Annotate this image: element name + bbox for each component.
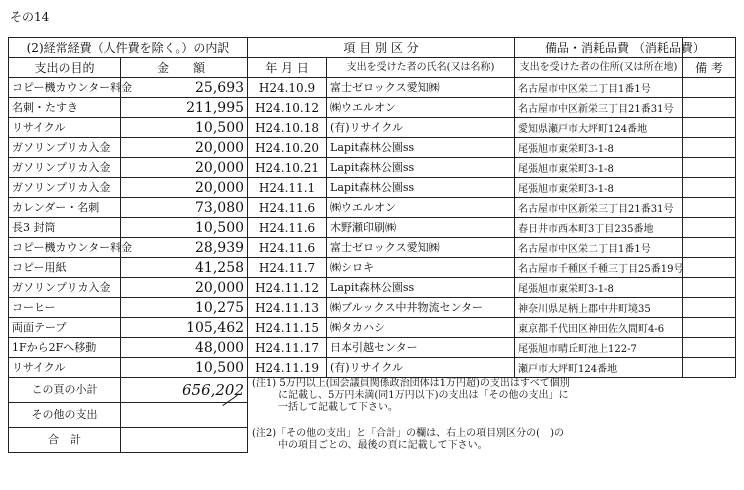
row-purpose: コーヒー (9, 298, 121, 318)
col-amount: 金 額 (121, 58, 248, 78)
row-purpose: リサイクル (9, 358, 121, 378)
row-address: 東京都千代田区神田佐久間町4-6 (515, 318, 683, 338)
total-label: 合 計 (9, 427, 121, 452)
row-payee: ㈱タカハシ (327, 318, 515, 338)
col-payee-name: 支出を受けた者の氏名(又は名称) (327, 58, 515, 78)
row-date: H24.11.6 (248, 238, 327, 258)
note1-line2: に記載し、5万円未満(同1万円以下)の支出は「その他の支出」に (278, 390, 569, 401)
row-date: H24.11.13 (248, 298, 327, 318)
row-date: H24.10.20 (248, 138, 327, 158)
row-amount: 20,000 (121, 138, 248, 158)
row-address: 愛知県瀬戸市大坪町124番地 (515, 118, 683, 138)
row-address: 尾張旭市晴丘町池上122-7 (515, 338, 683, 358)
table-row (9, 338, 736, 358)
col-date: 年 月 日 (248, 58, 327, 78)
row-payee: ㈱シロキ (327, 258, 515, 278)
row-remarks (683, 278, 736, 298)
row-date: H24.11.1 (248, 178, 327, 198)
row-address: 名古屋市中区新栄三丁目21番31号 (515, 98, 683, 118)
row-address: 神奈川県足柄上郡中井町境35 (515, 298, 683, 318)
table-row (9, 358, 736, 378)
col-purpose: 支出の目的 (9, 58, 121, 78)
expense-table (8, 37, 736, 453)
row-address: 尾張旭市東栄町3-1-8 (515, 158, 683, 178)
row-payee: (有)リサイクル (327, 358, 515, 378)
row-date: H24.11.19 (248, 358, 327, 378)
row-address: 尾張旭市東栄町3-1-8 (515, 138, 683, 158)
row-purpose: 1Fから2Fへ移動 (9, 338, 121, 358)
table-row (9, 298, 736, 318)
table-row (9, 258, 736, 278)
note1-line1: (注1) 5万円以上(国会議員関係政治団体は1万円超)の支出はすべて個別 (252, 378, 570, 389)
row-remarks (683, 238, 736, 258)
row-address: 名古屋市中区新栄三丁目21番31号 (515, 198, 683, 218)
table-row (9, 118, 736, 138)
row-purpose: リサイクル (9, 118, 121, 138)
note1-line3: 一括して記載して下さい。 (278, 402, 399, 413)
row-amount: 10,500 (121, 218, 248, 238)
row-payee: ㈱ブルックス中井物流センター (327, 298, 515, 318)
row-amount: 105,462 (121, 318, 248, 338)
row-payee: ㈱ウエルオン (327, 198, 515, 218)
row-payee: Lapit森林公園ss (327, 158, 515, 178)
row-date: H24.11.7 (248, 258, 327, 278)
row-payee: 日本引越センター (327, 338, 515, 358)
row-remarks (683, 298, 736, 318)
row-address: 名古屋市中区栄二丁目1番1号 (515, 238, 683, 258)
row-amount: 41,258 (121, 258, 248, 278)
row-amount: 211,995 (121, 98, 248, 118)
category-value: 備品・消耗品費 （消耗品費） (515, 38, 683, 58)
row-date: H24.11.6 (248, 198, 327, 218)
row-address: 尾張旭市東栄町3-1-8 (515, 278, 683, 298)
row-payee: (有)リサイクル (327, 118, 515, 138)
subtotal-value (121, 378, 248, 403)
row-amount: 20,000 (121, 178, 248, 198)
page-label: その14 (10, 10, 50, 24)
row-payee: 富士ゼロックス愛知㈱ (327, 238, 515, 258)
row-purpose: 両面テープ (9, 318, 121, 338)
row-amount: 20,000 (121, 278, 248, 298)
table-row (9, 238, 736, 258)
row-amount: 28,939 (121, 238, 248, 258)
row-amount: 73,080 (121, 198, 248, 218)
subtotal-row (9, 378, 736, 403)
row-payee: 木野瀬印刷㈱ (327, 218, 515, 238)
row-purpose: 名刺・たすき (9, 98, 121, 118)
row-purpose: 長3 封筒 (9, 218, 121, 238)
row-remarks (683, 218, 736, 238)
col-payee-address: 支出を受けた者の住所(又は所在地) (515, 58, 683, 78)
note2-line1: (注2)「その他の支出」と「合計」の欄は、右上の項目別区分の( )の (252, 428, 564, 439)
row-date: H24.10.18 (248, 118, 327, 138)
row-date: H24.11.6 (248, 218, 327, 238)
row-date: H24.11.15 (248, 318, 327, 338)
row-date: H24.10.12 (248, 98, 327, 118)
table-row (9, 278, 736, 298)
row-address: 瀬戸市大坪町124番地 (515, 358, 683, 378)
row-payee: 富士ゼロックス愛知㈱ (327, 78, 515, 98)
row-purpose: ガソリンプリカ入金 (9, 158, 121, 178)
row-payee: Lapit森林公園ss (327, 138, 515, 158)
row-remarks (683, 338, 736, 358)
table-row (9, 158, 736, 178)
row-remarks (683, 358, 736, 378)
row-address: 名古屋市中区栄二丁目1番1号 (515, 78, 683, 98)
table-row (9, 78, 736, 98)
table-row (9, 198, 736, 218)
row-remarks (683, 98, 736, 118)
row-remarks (683, 138, 736, 158)
row-remarks (683, 178, 736, 198)
row-purpose: カレンダー・名刺 (9, 198, 121, 218)
total-value (121, 427, 248, 452)
note2-line2: 中の項目ごとの、最後の頁に記載して下さい。 (278, 440, 488, 451)
table-row (9, 138, 736, 158)
row-amount: 20,000 (121, 158, 248, 178)
row-date: H24.10.9 (248, 78, 327, 98)
row-address: 春日井市西本町3丁目235番地 (515, 218, 683, 238)
row-payee: Lapit森林公園ss (327, 178, 515, 198)
col-remarks: 備 考 (683, 58, 736, 78)
row-remarks (683, 118, 736, 138)
row-amount: 10,275 (121, 298, 248, 318)
row-amount: 48,000 (121, 338, 248, 358)
other-value (121, 402, 248, 427)
row-remarks (683, 318, 736, 338)
other-label: その他の支出 (9, 402, 121, 427)
row-date: H24.11.17 (248, 338, 327, 358)
row-remarks (683, 78, 736, 98)
subtotal-amount: 656,202 (181, 380, 245, 399)
row-purpose: コピー用紙 (9, 258, 121, 278)
category-label: 項 目 別 区 分 (248, 38, 515, 58)
row-amount: 10,500 (121, 358, 248, 378)
row-amount: 25,693 (121, 78, 248, 98)
row-date: H24.11.12 (248, 278, 327, 298)
row-payee: ㈱ウエルオン (327, 98, 515, 118)
row-purpose: ガソリンプリカ入金 (9, 278, 121, 298)
row-address: 尾張旭市東栄町3-1-8 (515, 178, 683, 198)
row-date: H24.10.21 (248, 158, 327, 178)
row-purpose: コピー機カウンター料金 (9, 78, 121, 98)
row-purpose: ガソリンプリカ入金 (9, 138, 121, 158)
row-amount: 10,500 (121, 118, 248, 138)
table-row (9, 178, 736, 198)
header-row (9, 38, 736, 58)
row-purpose: ガソリンプリカ入金 (9, 178, 121, 198)
row-payee: Lapit森林公園ss (327, 278, 515, 298)
row-remarks (683, 198, 736, 218)
table-row (9, 318, 736, 338)
table-row (9, 218, 736, 238)
row-address: 名古屋市千種区千種三丁目25番19号 (515, 258, 683, 278)
row-purpose: コピー機カウンター料金 (9, 238, 121, 258)
subtotal-label: この頁の小計 (9, 378, 121, 403)
row-remarks (683, 158, 736, 178)
row-remarks (683, 258, 736, 278)
table-row (9, 98, 736, 118)
column-header-row (9, 58, 736, 78)
notes (248, 378, 736, 453)
section-title: (2)経常経費（人件費を除く。）の内訳 (9, 38, 248, 58)
